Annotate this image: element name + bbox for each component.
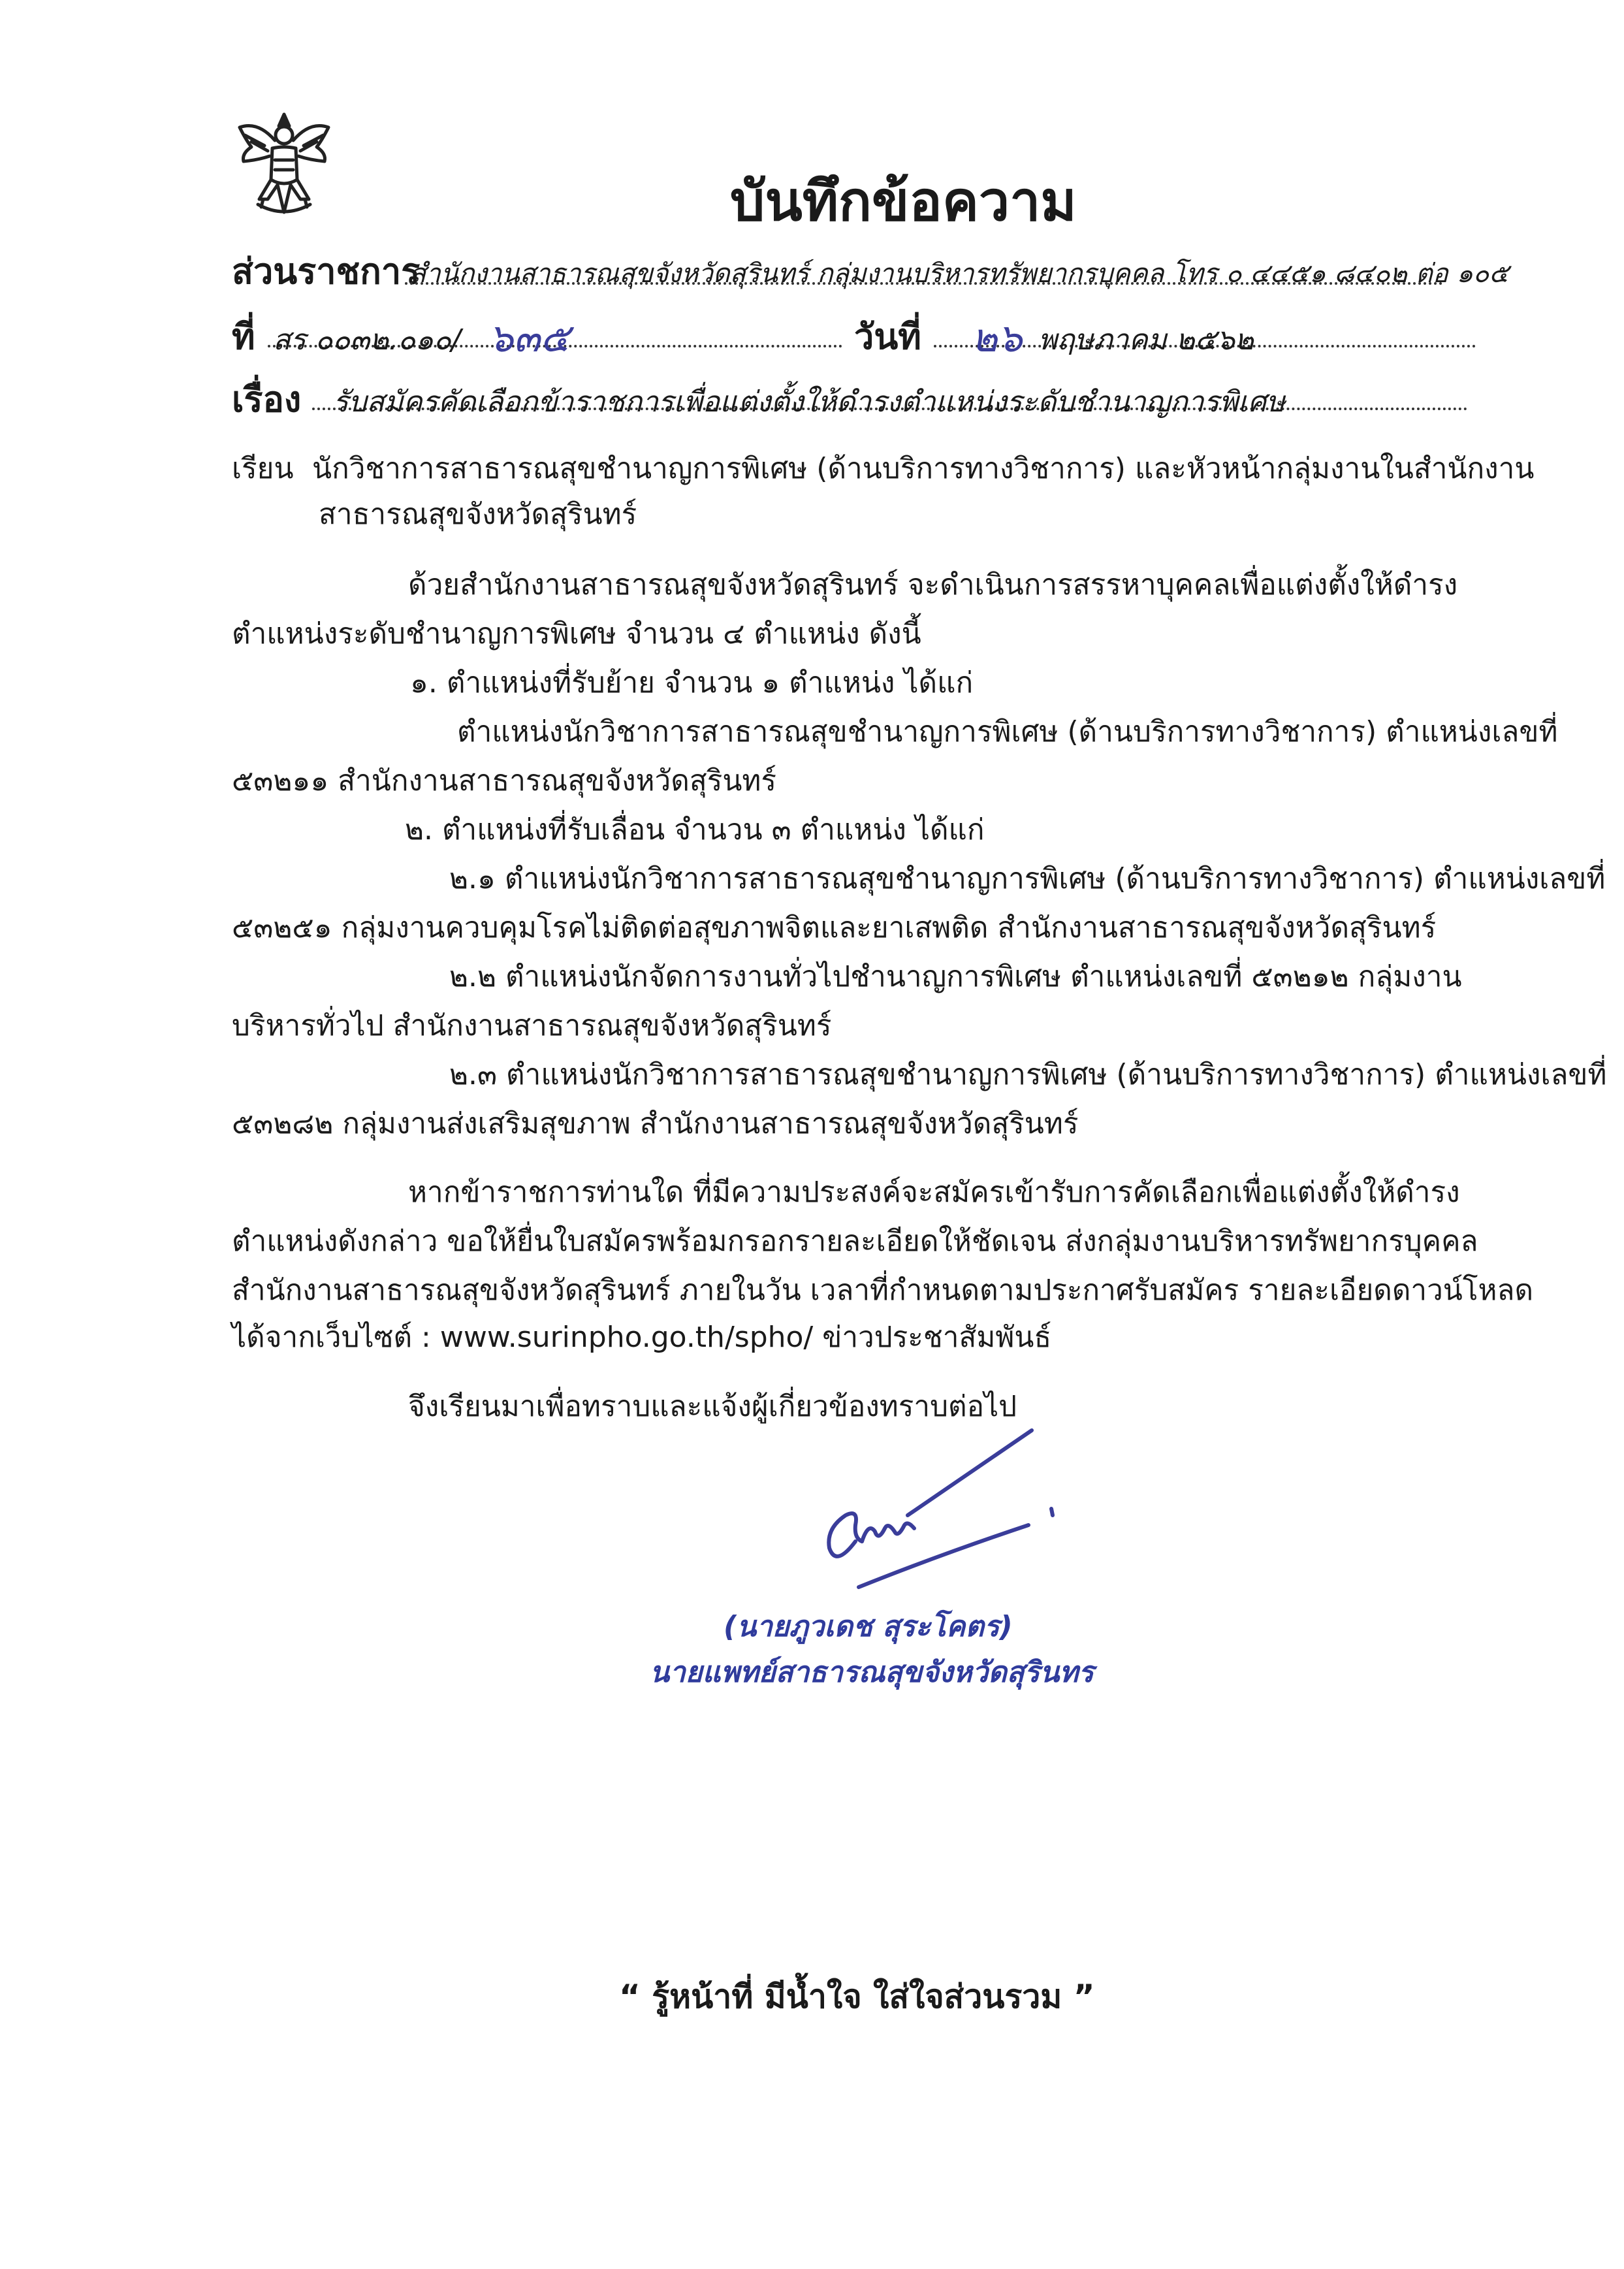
document-number-value: สร ๐๐๓๒.๐๑๐/ xyxy=(273,323,461,357)
item-2-2-line-2: บริหารทั่วไป สำนักงานสาธารณสุขจังหวัดสุรินทร์ xyxy=(232,1009,832,1042)
salutation-label: เรียน xyxy=(232,452,294,485)
subject-value: รับสมัครคัดเลือกข้าราชการเพื่อแต่งตั้งให้ดำรงตำแหน่งระดับชำนาญการพิเศษ xyxy=(333,385,1286,419)
office-motto: “ รู้หน้าที่ มีน้ำใจ ใส่ใจส่วนรวม ” xyxy=(619,1978,1095,2016)
closing-line: จึงเรียนมาเพื่อทราบและแจ้งผู้เกี่ยวข้องทราบต่อไป xyxy=(408,1390,1017,1423)
item-1-heading: ๑. ตำแหน่งที่รับย้าย จำนวน ๑ ตำแหน่ง ได้แก่ xyxy=(410,666,974,700)
department-label: ส่วนราชการ xyxy=(232,251,421,292)
paragraph-2-line-2: ตำแหน่งดังกล่าว ขอให้ยื่นใบสมัครพร้อมกรอกรายละเอียดให้ชัดเจน ส่งกลุ่มงานบริหารทรัพยากรบุคคล xyxy=(232,1225,1478,1258)
document-number-handwritten: ๖๓๕ xyxy=(488,315,570,361)
date-month-year: พฤษภาคม ๒๕๖๒ xyxy=(1038,323,1254,357)
paragraph-2-line-3: สำนักงานสาธารณสุขจังหวัดสุรินทร์ ภายในวัน เวลาที่กำหนดตามประกาศรับสมัคร รายละเอียดดาวน์โหลด xyxy=(232,1274,1534,1307)
department-value: สำนักงานสาธารณสุขจังหวัดสุรินทร์ กลุ่มงานบริหารทรัพยากรบุคคล โทร ๐ ๔๔๕๑ ๘๔๐๒ ต่อ ๑๐๕ xyxy=(410,259,1509,289)
signatory-name: (นายภูวเดช สุระโคตร) xyxy=(724,1610,1013,1643)
paragraph-2-line-4: ได้จากเว็บไซต์ : www.surinpho.go.th/spho/ ข่าวประชาสัมพันธ์ xyxy=(232,1321,1052,1354)
paragraph-2-line-1: หากข้าราชการท่านใด ที่มีความประสงค์จะสมัครเข้ารับการคัดเลือกเพื่อแต่งตั้งให้ดำรง xyxy=(408,1176,1460,1209)
handwritten-signature xyxy=(810,1417,1071,1607)
garuda-emblem-icon xyxy=(232,108,336,222)
paragraph-1-line-1: ด้วยสำนักงานสาธารณสุขจังหวัดสุรินทร์ จะดำเนินการสรรหาบุคคลเพื่อแต่งตั้งให้ดำรง xyxy=(408,568,1458,602)
item-1-line-1: ตำแหน่งนักวิชาการสาธารณสุขชำนาญการพิเศษ (ด้านบริการทางวิชาการ) ตำแหน่งเลขที่ xyxy=(457,715,1558,748)
item-2-2-line-1: ๒.๒ ตำแหน่งนักจัดการงานทั่วไปชำนาญการพิเศษ ตำแหน่งเลขที่ ๕๓๒๑๒ กลุ่มงาน xyxy=(449,960,1462,993)
salutation-line-2: สาธารณสุขจังหวัดสุรินทร์ xyxy=(319,498,637,531)
document-title: บันทึกข้อความ xyxy=(730,169,1077,233)
paragraph-1-line-2: ตำแหน่งระดับชำนาญการพิเศษ จำนวน ๔ ตำแหน่ง ดังนี้ xyxy=(232,617,921,651)
item-2-heading: ๒. ตำแหน่งที่รับเลื่อน จำนวน ๓ ตำแหน่ง ได้แก่ xyxy=(405,813,985,846)
item-1-line-2: ๕๓๒๑๑ สำนักงานสาธารณสุขจังหวัดสุรินทร์ xyxy=(232,764,777,797)
item-2-1-line-1: ๒.๑ ตำแหน่งนักวิชาการสาธารณสุขชำนาญการพิเศษ (ด้านบริการทางวิชาการ) ตำแหน่งเลขที่ xyxy=(449,862,1606,895)
item-2-3-line-2: ๕๓๒๘๒ กลุ่มงานส่งเสริมสุขภาพ สำนักงานสาธารณสุขจังหวัดสุรินทร์ xyxy=(232,1107,1079,1140)
signatory-position: นายแพทย์สาธารณสุขจังหวัดสุรินทร xyxy=(650,1656,1094,1689)
subject-label: เรื่อง xyxy=(232,379,302,420)
item-2-1-line-2: ๕๓๒๕๑ กลุ่มงานควบคุมโรคไม่ติดต่อสุขภาพจิตและยาเสพติด สำนักงานสาธารณสุขจังหวัดสุรินทร์ xyxy=(232,911,1437,944)
date-label: วันที่ xyxy=(854,316,921,357)
item-2-3-line-1: ๒.๓ ตำแหน่งนักวิชาการสาธารณสุขชำนาญการพิเศษ (ด้านบริการทางวิชาการ) ตำแหน่งเลขที่ xyxy=(449,1058,1607,1091)
document-number-label: ที่ xyxy=(232,316,255,357)
salutation-line-1: นักวิชาการสาธารณสุขชำนาญการพิเศษ (ด้านบริการทางวิชาการ) และหัวหน้ากลุ่มงานในสำนักงาน xyxy=(312,452,1535,485)
date-day-handwritten: ๒๖ xyxy=(972,315,1023,361)
